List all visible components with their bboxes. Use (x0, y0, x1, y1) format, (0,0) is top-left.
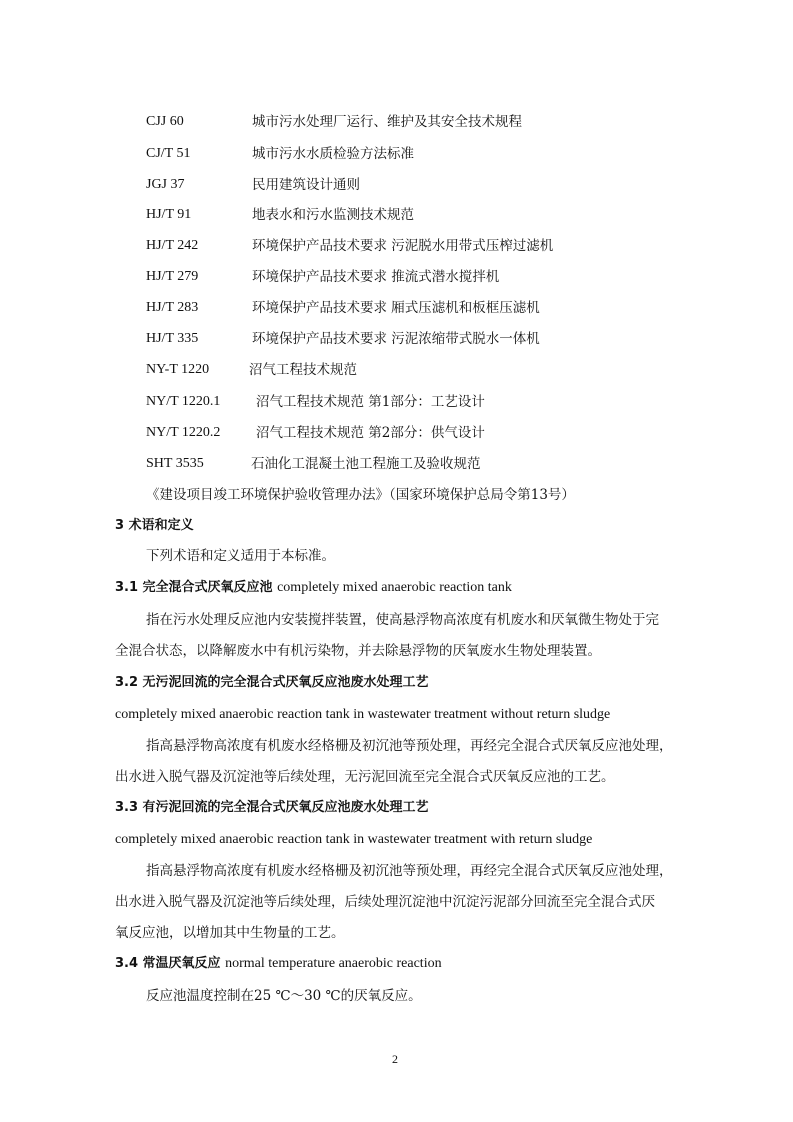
ref-title: 沼气工程技术规范 第1部分：工艺设计 (256, 394, 485, 410)
paragraph: 指高悬浮物高浓度有机废水经格栅及初沉池等预处理，再经完全混合式厌氧反应池处理， (146, 863, 673, 879)
paragraph: 指高悬浮物高浓度有机废水经格栅及初沉池等预处理，再经完全混合式厌氧反应池处理， (146, 738, 673, 754)
term-english: completely mixed anaerobic reaction tank in wastewater treatment with return sludge (115, 832, 593, 847)
paragraph: 全混合状态，以降解废水中有机污染物，并去除悬浮物的厌氧废水生物处理装置。 (115, 643, 601, 659)
ref-title: 环境保护产品技术要求 推流式潜水搅拌机 (252, 269, 500, 285)
regulation: 《建设项目竣工环境保护验收管理办法》（国家环境保护总局令第13号） (146, 487, 575, 503)
ref-title: 城市污水水质检验方法标准 (252, 146, 414, 162)
paragraph: 反应池温度控制在25 ℃～30 ℃的厌氧反应。 (146, 988, 422, 1004)
ref-title: 沼气工程技术规范 第2部分：供气设计 (256, 425, 485, 441)
term-title: 3.4 常温厌氧反应 (115, 956, 221, 971)
term-english: completely mixed anaerobic reaction tank in wastewater treatment without return sludge (115, 707, 611, 722)
ref-title: 沼气工程技术规范 (249, 362, 357, 378)
term-title: 3.1 完全混合式厌氧反应池 (115, 580, 273, 595)
section-heading: 3 术语和定义 (115, 518, 194, 533)
ref-code: HJ/T 335 (146, 331, 199, 346)
ref-title: 民用建筑设计通则 (252, 177, 360, 193)
term-english: normal temperature anaerobic reaction (225, 956, 442, 971)
ref-code: CJ/T 51 (146, 146, 191, 161)
ref-title: 环境保护产品技术要求 厢式压滤机和板框压滤机 (252, 300, 540, 316)
ref-code: HJ/T 242 (146, 238, 199, 253)
paragraph: 出水进入脱气器及沉淀池等后续处理，无污泥回流至完全混合式厌氧反应池的工艺。 (115, 769, 615, 785)
term-english: completely mixed anaerobic reaction tank (277, 580, 512, 595)
term-heading (115, 579, 512, 597)
ref-code: NY/T 1220.2 (146, 425, 221, 440)
ref-code: HJ/T 283 (146, 300, 199, 315)
page-number: 2 (392, 1052, 398, 1066)
ref-title: 地表水和污水监测技术规范 (252, 207, 414, 223)
term-title: 3.2 无污泥回流的完全混合式厌氧反应池废水处理工艺 (115, 675, 429, 690)
ref-code: NY-T 1220 (146, 362, 210, 377)
paragraph: 氧反应池，以增加其中生物量的工艺。 (115, 925, 345, 941)
ref-title: 环境保护产品技术要求 污泥脱水用带式压榨过滤机 (252, 238, 554, 254)
ref-code: CJJ 60 (146, 114, 184, 129)
paragraph: 下列术语和定义适用于本标准。 (146, 548, 335, 564)
ref-code: JGJ 37 (146, 177, 185, 192)
ref-code: HJ/T 91 (146, 207, 192, 222)
ref-code: NY/T 1220.1 (146, 394, 221, 409)
ref-title: 石油化工混凝土池工程施工及验收规范 (251, 456, 481, 472)
paragraph: 出水进入脱气器及沉淀池等后续处理，后续处理沉淀池中沉淀污泥部分回流至完全混合式厌 (115, 894, 655, 910)
ref-title: 环境保护产品技术要求 污泥浓缩带式脱水一体机 (252, 331, 540, 347)
ref-title: 城市污水处理厂运行、维护及其安全技术规程 (252, 114, 522, 130)
ref-code: HJ/T 279 (146, 269, 199, 284)
term-title: 3.3 有污泥回流的完全混合式厌氧反应池废水处理工艺 (115, 800, 429, 815)
paragraph: 指在污水处理反应池内安装搅拌装置，使高悬浮物高浓度有机废水和厌氧微生物处于完 (146, 612, 659, 628)
ref-code: SHT 3535 (146, 456, 204, 471)
term-heading (115, 955, 442, 973)
